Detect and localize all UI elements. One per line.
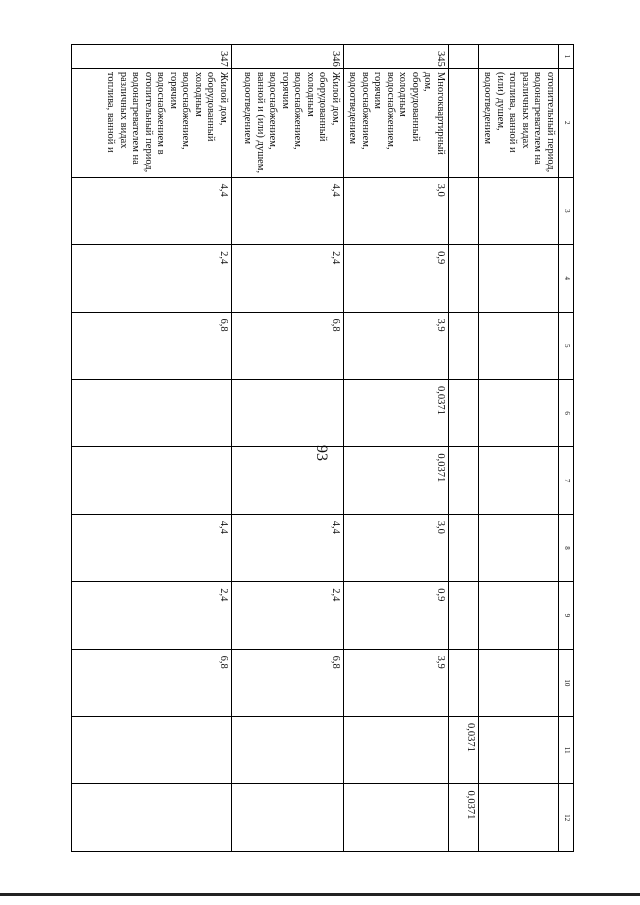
table-row (479, 45, 559, 852)
table-cell (449, 447, 479, 514)
table-cell: 4,4 (232, 514, 344, 581)
table-cell (232, 784, 344, 852)
table-cell: 0,0371 (449, 717, 479, 784)
table-cell: 6,8 (72, 649, 232, 716)
table-cell: 2,4 (232, 245, 344, 312)
table-cell (479, 245, 559, 312)
rotated-table-container (79, 44, 574, 852)
table-cell: 3,0 (344, 514, 449, 581)
table-cell: 2,4 (232, 582, 344, 649)
table-cell: Жилой дом, оборудованный холодным водоснабжением, горячим водоснабжением, ванной и (или) душем, водоотведением (232, 68, 344, 177)
table-cell (232, 447, 344, 514)
table-cell (479, 312, 559, 379)
table-cell: 6,8 (72, 312, 232, 379)
table-cell: 0,0371 (344, 379, 449, 446)
table-cell: 2,4 (72, 245, 232, 312)
table-cell (72, 784, 232, 852)
table-cell: 346 (232, 45, 344, 69)
table-row (232, 45, 344, 852)
column-header: 8 (559, 514, 574, 581)
table-cell (449, 379, 479, 446)
column-header: 9 (559, 582, 574, 649)
table-cell (449, 312, 479, 379)
table-row (344, 45, 449, 852)
table-cell (479, 379, 559, 446)
table-cell (72, 447, 232, 514)
table-row (449, 45, 479, 852)
table-cell (479, 177, 559, 244)
table-cell (449, 582, 479, 649)
table-cell: 6,8 (232, 312, 344, 379)
scan-edge-line (0, 893, 640, 896)
table-cell (449, 245, 479, 312)
table-cell (344, 784, 449, 852)
table-cell (449, 514, 479, 581)
table-cell (479, 784, 559, 852)
header-row (559, 45, 574, 852)
column-header: 11 (559, 717, 574, 784)
table-cell: отопительный период, водонагревателем на различных видах топлива, ванной и (или) душем, водоотведением (479, 68, 559, 177)
column-header: 2 (559, 68, 574, 177)
table-cell: 0,0371 (449, 784, 479, 852)
page-number: 93 (313, 445, 330, 461)
table-cell (72, 379, 232, 446)
table-cell (449, 68, 479, 177)
column-header: 6 (559, 379, 574, 446)
column-header: 3 (559, 177, 574, 244)
table-cell (449, 649, 479, 716)
table-cell: 3,9 (344, 649, 449, 716)
table-cell (232, 717, 344, 784)
column-header: 5 (559, 312, 574, 379)
table-cell: Многоквартирный дом, оборудованный холодным водоснабжением, горячим водоснабжением, водоотведением (344, 68, 449, 177)
table-cell: 347 (72, 45, 232, 69)
column-header: 12 (559, 784, 574, 852)
column-header: 10 (559, 649, 574, 716)
table-cell (479, 514, 559, 581)
table-cell (72, 717, 232, 784)
column-header: 1 (559, 45, 574, 69)
table-cell: 0,9 (344, 245, 449, 312)
table-cell: 3,0 (344, 177, 449, 244)
column-header: 4 (559, 245, 574, 312)
table-cell (479, 649, 559, 716)
table-cell (449, 45, 479, 69)
data-table (71, 44, 574, 852)
table-cell: 4,4 (72, 514, 232, 581)
table-cell (232, 379, 344, 446)
table-cell (344, 717, 449, 784)
table-cell: Жилой дом, оборудованный холодным водоснабжением, горячим водоснабжением в отопительный период, водонагревателем на различных видах топлива, ванной и (72, 68, 232, 177)
table-cell: 3,9 (344, 312, 449, 379)
table-cell: 0,0371 (344, 447, 449, 514)
table-cell (449, 177, 479, 244)
table-cell: 4,4 (232, 177, 344, 244)
table-cell: 6,8 (232, 649, 344, 716)
table-cell: 2,4 (72, 582, 232, 649)
table-cell: 345 (344, 45, 449, 69)
table-cell: 0,9 (344, 582, 449, 649)
table-cell: 4,4 (72, 177, 232, 244)
table-row (72, 45, 232, 852)
table-cell (479, 582, 559, 649)
table-cell (479, 45, 559, 69)
table-cell (479, 447, 559, 514)
column-header: 7 (559, 447, 574, 514)
table-cell (479, 717, 559, 784)
